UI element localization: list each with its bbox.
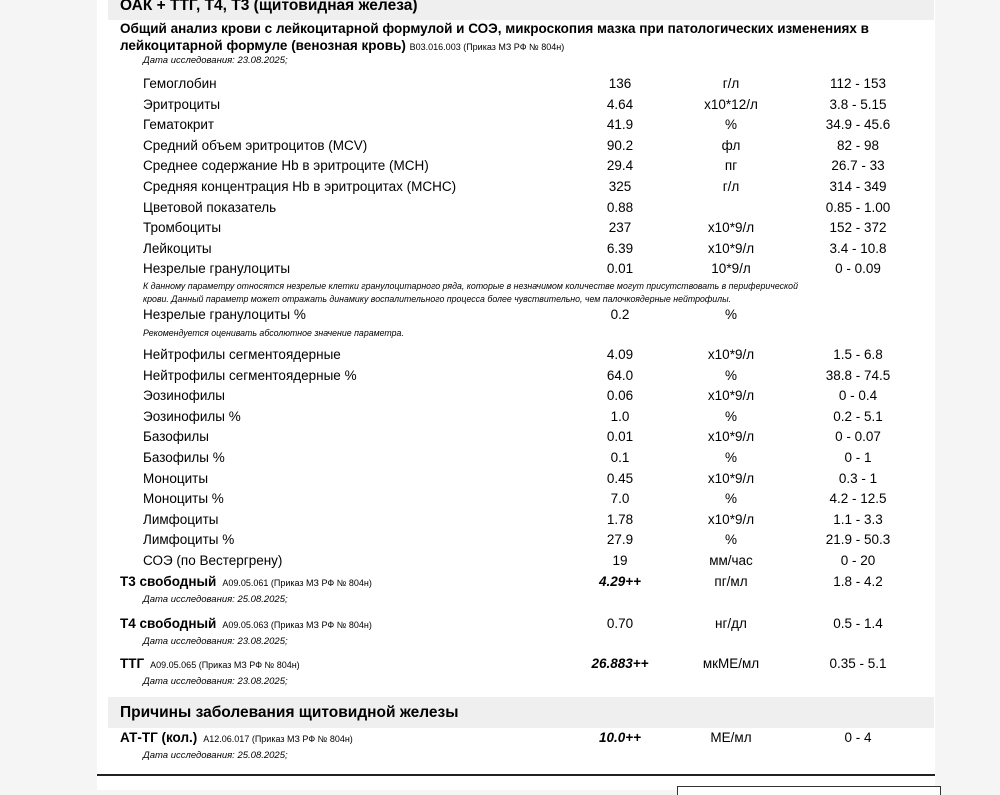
row-name: Тромбоциты [143, 220, 222, 236]
row-ref: 112 - 153 [829, 76, 887, 91]
ttg-ref: 0.35 - 5.1 [829, 656, 887, 671]
ttg-code: A09.05.065 (Приказ МЗ РФ № 804н) [150, 660, 300, 670]
ig-note-line2: крови. Данный параметр может отражать динамику воспалительного процесса более чувствительно, чем палочкоядерные нейтрофилы. [143, 294, 731, 304]
ttg-label [120, 656, 300, 671]
row-unit: г/л [722, 179, 740, 194]
t3-unit: пг/мл [714, 574, 748, 589]
t4-label [120, 616, 372, 631]
row-unit: х10*12/л [704, 96, 758, 112]
t4-name: Т4 свободный [120, 616, 217, 631]
row-value: 6.39 [606, 240, 634, 256]
oak-date: Дата исследования: 23.08.2025; [143, 55, 288, 66]
row-ref: 0.85 - 1.00 [825, 199, 891, 215]
causes-banner [108, 697, 934, 728]
row-value: 0.01 [606, 429, 634, 445]
row-unit: % [724, 450, 738, 465]
row-unit: г/л [722, 76, 740, 91]
row-name: Моноциты % [143, 491, 224, 507]
row-ref: 0 - 0.4 [838, 388, 878, 404]
row-name: Эозинофилы % [143, 408, 241, 424]
row-ref: 21.9 - 50.3 [825, 532, 891, 548]
row-ref: 152 - 372 [829, 220, 887, 236]
row-value: 1.78 [606, 511, 634, 527]
row-value: 0.01 [606, 261, 634, 277]
row-name: Эритроциты [143, 96, 221, 112]
row-ref: 82 - 98 [836, 137, 880, 153]
row-unit: х10*9/л [707, 388, 755, 404]
t3-ref: 1.8 - 4.2 [833, 574, 883, 589]
ttg-name: ТТГ [120, 656, 145, 671]
attg-date: Дата исследования: 25.08.2025; [143, 750, 288, 761]
row-ref: 1.5 - 6.8 [833, 347, 883, 362]
t4-ref: 0.5 - 1.4 [833, 616, 883, 631]
ttg-value: 26.883++ [591, 656, 649, 671]
row-ref: 38.8 - 74.5 [825, 367, 891, 383]
row-unit: % [724, 367, 738, 383]
oak-title-line1: Общий анализ крови с лейкоцитарной формулой и СОЭ, микроскопия мазка при патологических изменениях в [120, 21, 869, 36]
t3-code: A09.05.061 (Приказ МЗ РФ № 804н) [222, 578, 372, 588]
t3-name: Т3 свободный [120, 574, 217, 589]
t4-unit: нг/дл [715, 616, 747, 631]
row-unit: % [724, 532, 738, 548]
row-ref: 3.8 - 5.15 [829, 96, 887, 112]
row-name: Лейкоциты [143, 240, 212, 256]
row-ref: 0.3 - 1 [838, 470, 878, 486]
row-value: 0.06 [606, 388, 634, 404]
row-name: Средняя концентрация Hb в эритроцитах (MCHC) [143, 179, 457, 194]
row-unit: х10*9/л [707, 220, 755, 236]
attg-label [120, 730, 353, 745]
row-ref: 1.1 - 3.3 [833, 511, 883, 527]
row-value: 136 [608, 76, 632, 91]
attg-name: АТ-ТГ (кол.) [120, 730, 198, 745]
row-unit: х10*9/л [707, 429, 755, 445]
row-value: 0.1 [610, 450, 630, 465]
row-name: Гематокрит [143, 117, 215, 133]
row-ref: 34.9 - 45.6 [825, 117, 891, 133]
row-value: 4.64 [606, 96, 634, 112]
footer-box [677, 786, 941, 795]
row-name: Лимфоциты % [143, 532, 235, 548]
row-unit: 10*9/л [711, 261, 751, 277]
row-value: 64.0 [606, 367, 634, 383]
row-unit: фл [721, 137, 741, 153]
row-ref: 0 - 0.07 [835, 429, 881, 445]
row-value: 27.9 [606, 532, 634, 548]
oak-title-text: лейкоцитарной формуле (венозная кровь) [120, 38, 406, 53]
oak-title-line2 [120, 38, 564, 53]
row-name: Незрелые гранулоциты % [143, 307, 306, 322]
row-value: 0.88 [606, 199, 634, 215]
row-unit: % [724, 307, 738, 322]
row-unit: пг [724, 158, 738, 174]
attg-unit: МЕ/мл [710, 730, 752, 745]
row-value: 0.2 [610, 307, 630, 322]
ttg-unit: мкМЕ/мл [702, 656, 760, 671]
report-title: ОАК + ТТГ, Т4, Т3 (щитовидная железа) [120, 0, 418, 14]
t3-label [120, 574, 372, 589]
row-unit: % [724, 408, 738, 424]
t4-date: Дата исследования: 23.08.2025; [143, 636, 288, 647]
row-name: Среднее содержание Hb в эритроците (MCH) [143, 158, 429, 174]
oak-code: B03.016.003 (Приказ МЗ РФ № 804н) [409, 42, 565, 52]
row-ref: 3.4 - 10.8 [829, 240, 887, 256]
row-name: Лимфоциты [143, 511, 219, 527]
row-unit: % [724, 117, 738, 133]
row-unit: % [724, 491, 738, 507]
row-value: 7.0 [610, 491, 630, 507]
row-name: СОЭ (по Вестергрену) [143, 553, 283, 568]
row-ref: 4.2 - 12.5 [829, 491, 887, 507]
row-value: 237 [608, 220, 632, 236]
t3-date: Дата исследования: 25.08.2025; [143, 594, 288, 605]
row-name: Незрелые гранулоциты [143, 261, 291, 277]
row-value: 4.09 [606, 347, 634, 362]
row-value: 90.2 [606, 137, 634, 153]
row-name: Средний объем эритроцитов (MCV) [143, 137, 368, 153]
t4-code: A09.05.063 (Приказ МЗ РФ № 804н) [222, 620, 372, 630]
row-name: Нейтрофилы сегментоядерные % [143, 367, 357, 383]
ttg-date: Дата исследования: 23.08.2025; [143, 676, 288, 687]
report-header-banner [108, 0, 934, 20]
row-value: 19 [612, 553, 628, 568]
t4-value: 0.70 [606, 616, 634, 631]
causes-title: Причины заболевания щитовидной железы [120, 704, 459, 721]
row-name: Базофилы % [143, 450, 225, 465]
row-ref: 0 - 1 [844, 450, 872, 465]
row-name: Гемоглобин [143, 76, 217, 91]
row-unit: х10*9/л [707, 347, 755, 362]
row-name: Эозинофилы [143, 388, 225, 404]
row-ref: 314 - 349 [829, 179, 887, 194]
row-value: 41.9 [606, 117, 634, 133]
row-ref: 0 - 20 [840, 553, 876, 568]
row-value: 0.45 [606, 470, 634, 486]
attg-value: 10.0++ [598, 730, 642, 745]
row-value: 325 [608, 179, 632, 194]
row-name: Моноциты [143, 470, 209, 486]
row-name: Базофилы [143, 429, 209, 445]
attg-ref: 0 - 4 [844, 730, 872, 745]
row-ref: 0 - 0.09 [835, 261, 881, 277]
row-name: Нейтрофилы сегментоядерные [143, 347, 341, 362]
bottom-divider [97, 774, 935, 776]
row-unit: мм/час [709, 553, 753, 568]
attg-code: A12.06.017 (Приказ МЗ РФ № 804н) [203, 734, 353, 744]
row-value: 1.0 [610, 408, 630, 424]
row-value: 29.4 [606, 158, 634, 174]
row-unit: х10*9/л [707, 470, 755, 486]
row-ref: 26.7 - 33 [831, 158, 885, 174]
ig-note-line1: К данному параметру относятся незрелые клетки гранулоцитарного ряда, которые в незначимом количестве могут присутствовать в периферической [143, 281, 798, 291]
row-unit: х10*9/л [707, 240, 755, 256]
row-name: Цветовой показатель [143, 199, 277, 215]
ig-recommendation: Рекомендуется оценивать абсолютное значение параметра. [143, 328, 404, 338]
t3-value: 4.29++ [598, 574, 642, 589]
row-unit: х10*9/л [707, 511, 755, 527]
row-ref: 0.2 - 5.1 [833, 408, 883, 424]
